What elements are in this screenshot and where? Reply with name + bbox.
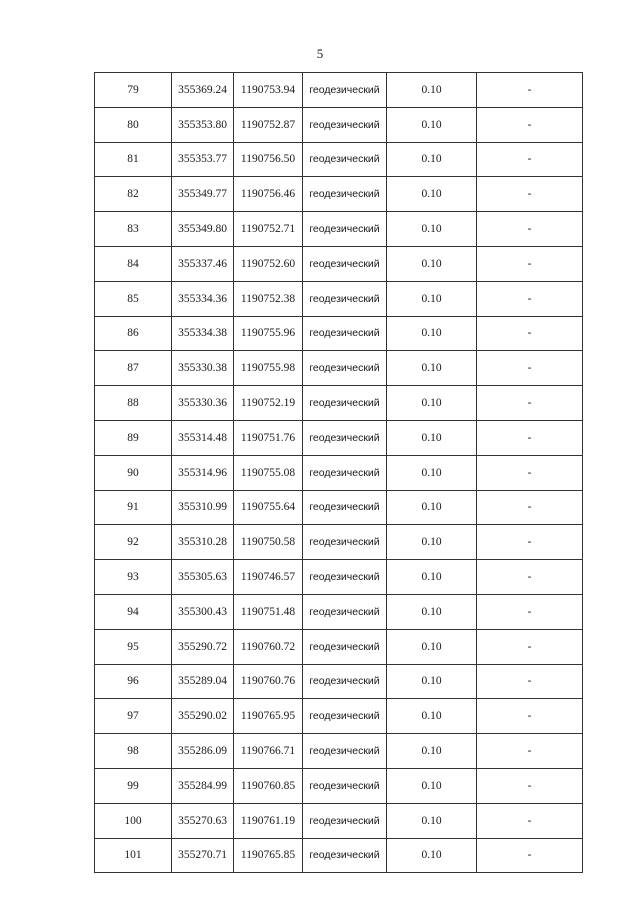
table-row xyxy=(95,73,583,108)
method-cell: геодезический xyxy=(303,142,387,177)
point-number-cell: 92 xyxy=(95,525,172,560)
method-cell: геодезический xyxy=(303,351,387,386)
accuracy-cell: 0.10 xyxy=(387,664,477,699)
note-cell: - xyxy=(477,560,583,595)
point-number-cell: 94 xyxy=(95,594,172,629)
note-cell: - xyxy=(477,734,583,769)
coordinates-table xyxy=(94,72,583,873)
y-coordinate-cell: 1190760.85 xyxy=(234,768,303,803)
y-coordinate-cell: 1190752.38 xyxy=(234,281,303,316)
note-cell: - xyxy=(477,212,583,247)
x-coordinate-cell: 355349.77 xyxy=(172,177,234,212)
note-cell: - xyxy=(477,525,583,560)
x-coordinate-cell: 355334.36 xyxy=(172,281,234,316)
table-row xyxy=(95,351,583,386)
x-coordinate-cell: 355290.02 xyxy=(172,699,234,734)
y-coordinate-cell: 1190752.60 xyxy=(234,246,303,281)
method-cell: геодезический xyxy=(303,768,387,803)
point-number-cell: 86 xyxy=(95,316,172,351)
accuracy-cell: 0.10 xyxy=(387,560,477,595)
y-coordinate-cell: 1190750.58 xyxy=(234,525,303,560)
y-coordinate-cell: 1190765.85 xyxy=(234,838,303,873)
x-coordinate-cell: 355270.71 xyxy=(172,838,234,873)
note-cell: - xyxy=(477,351,583,386)
point-number-cell: 90 xyxy=(95,455,172,490)
x-coordinate-cell: 355305.63 xyxy=(172,560,234,595)
point-number-cell: 88 xyxy=(95,386,172,421)
table-row xyxy=(95,142,583,177)
table-row xyxy=(95,386,583,421)
x-coordinate-cell: 355286.09 xyxy=(172,734,234,769)
accuracy-cell: 0.10 xyxy=(387,107,477,142)
table-row xyxy=(95,281,583,316)
point-number-cell: 91 xyxy=(95,490,172,525)
note-cell: - xyxy=(477,73,583,108)
y-coordinate-cell: 1190755.96 xyxy=(234,316,303,351)
table-row xyxy=(95,316,583,351)
accuracy-cell: 0.10 xyxy=(387,212,477,247)
method-cell: геодезический xyxy=(303,316,387,351)
method-cell: геодезический xyxy=(303,420,387,455)
y-coordinate-cell: 1190756.46 xyxy=(234,177,303,212)
accuracy-cell: 0.10 xyxy=(387,420,477,455)
method-cell: геодезический xyxy=(303,838,387,873)
note-cell: - xyxy=(477,629,583,664)
method-cell: геодезический xyxy=(303,212,387,247)
point-number-cell: 97 xyxy=(95,699,172,734)
x-coordinate-cell: 355369.24 xyxy=(172,73,234,108)
note-cell: - xyxy=(477,803,583,838)
point-number-cell: 95 xyxy=(95,629,172,664)
method-cell: геодезический xyxy=(303,525,387,560)
method-cell: геодезический xyxy=(303,664,387,699)
method-cell: геодезический xyxy=(303,246,387,281)
method-cell: геодезический xyxy=(303,734,387,769)
table-row xyxy=(95,699,583,734)
y-coordinate-cell: 1190755.08 xyxy=(234,455,303,490)
x-coordinate-cell: 355337.46 xyxy=(172,246,234,281)
point-number-cell: 85 xyxy=(95,281,172,316)
note-cell: - xyxy=(477,246,583,281)
table-row xyxy=(95,664,583,699)
page-number: 5 xyxy=(316,46,324,61)
y-coordinate-cell: 1190755.98 xyxy=(234,351,303,386)
point-number-cell: 96 xyxy=(95,664,172,699)
point-number-cell: 100 xyxy=(95,803,172,838)
note-cell: - xyxy=(477,455,583,490)
note-cell: - xyxy=(477,664,583,699)
accuracy-cell: 0.10 xyxy=(387,386,477,421)
table-row xyxy=(95,594,583,629)
note-cell: - xyxy=(477,594,583,629)
note-cell: - xyxy=(477,281,583,316)
method-cell: геодезический xyxy=(303,455,387,490)
table-row xyxy=(95,107,583,142)
accuracy-cell: 0.10 xyxy=(387,699,477,734)
table-row xyxy=(95,490,583,525)
point-number-cell: 84 xyxy=(95,246,172,281)
table-row xyxy=(95,734,583,769)
x-coordinate-cell: 355349.80 xyxy=(172,212,234,247)
accuracy-cell: 0.10 xyxy=(387,803,477,838)
accuracy-cell: 0.10 xyxy=(387,177,477,212)
note-cell: - xyxy=(477,177,583,212)
accuracy-cell: 0.10 xyxy=(387,455,477,490)
point-number-cell: 99 xyxy=(95,768,172,803)
method-cell: геодезический xyxy=(303,490,387,525)
table-row xyxy=(95,177,583,212)
y-coordinate-cell: 1190752.71 xyxy=(234,212,303,247)
accuracy-cell: 0.10 xyxy=(387,351,477,386)
x-coordinate-cell: 355314.48 xyxy=(172,420,234,455)
x-coordinate-cell: 355300.43 xyxy=(172,594,234,629)
note-cell: - xyxy=(477,699,583,734)
accuracy-cell: 0.10 xyxy=(387,768,477,803)
note-cell: - xyxy=(477,316,583,351)
note-cell: - xyxy=(477,768,583,803)
point-number-cell: 89 xyxy=(95,420,172,455)
point-number-cell: 93 xyxy=(95,560,172,595)
x-coordinate-cell: 355290.72 xyxy=(172,629,234,664)
point-number-cell: 98 xyxy=(95,734,172,769)
note-cell: - xyxy=(477,490,583,525)
accuracy-cell: 0.10 xyxy=(387,73,477,108)
y-coordinate-cell: 1190755.64 xyxy=(234,490,303,525)
table-row xyxy=(95,420,583,455)
table-row xyxy=(95,455,583,490)
accuracy-cell: 0.10 xyxy=(387,838,477,873)
method-cell: геодезический xyxy=(303,177,387,212)
table-row xyxy=(95,803,583,838)
accuracy-cell: 0.10 xyxy=(387,594,477,629)
y-coordinate-cell: 1190760.76 xyxy=(234,664,303,699)
y-coordinate-cell: 1190760.72 xyxy=(234,629,303,664)
y-coordinate-cell: 1190746.57 xyxy=(234,560,303,595)
accuracy-cell: 0.10 xyxy=(387,734,477,769)
point-number-cell: 80 xyxy=(95,107,172,142)
accuracy-cell: 0.10 xyxy=(387,525,477,560)
table-row xyxy=(95,560,583,595)
point-number-cell: 82 xyxy=(95,177,172,212)
point-number-cell: 87 xyxy=(95,351,172,386)
x-coordinate-cell: 355334.38 xyxy=(172,316,234,351)
method-cell: геодезический xyxy=(303,107,387,142)
point-number-cell: 83 xyxy=(95,212,172,247)
table-row xyxy=(95,629,583,664)
x-coordinate-cell: 355330.36 xyxy=(172,386,234,421)
method-cell: геодезический xyxy=(303,699,387,734)
method-cell: геодезический xyxy=(303,560,387,595)
x-coordinate-cell: 355310.28 xyxy=(172,525,234,560)
method-cell: геодезический xyxy=(303,594,387,629)
y-coordinate-cell: 1190756.50 xyxy=(234,142,303,177)
x-coordinate-cell: 355284.99 xyxy=(172,768,234,803)
y-coordinate-cell: 1190752.19 xyxy=(234,386,303,421)
note-cell: - xyxy=(477,838,583,873)
x-coordinate-cell: 355270.63 xyxy=(172,803,234,838)
y-coordinate-cell: 1190761.19 xyxy=(234,803,303,838)
y-coordinate-cell: 1190765.95 xyxy=(234,699,303,734)
x-coordinate-cell: 355353.77 xyxy=(172,142,234,177)
table-row xyxy=(95,768,583,803)
table-row xyxy=(95,246,583,281)
x-coordinate-cell: 355289.04 xyxy=(172,664,234,699)
y-coordinate-cell: 1190751.48 xyxy=(234,594,303,629)
y-coordinate-cell: 1190753.94 xyxy=(234,73,303,108)
x-coordinate-cell: 355353.80 xyxy=(172,107,234,142)
method-cell: геодезический xyxy=(303,386,387,421)
table-row xyxy=(95,212,583,247)
note-cell: - xyxy=(477,386,583,421)
method-cell: геодезический xyxy=(303,73,387,108)
table-row xyxy=(95,525,583,560)
accuracy-cell: 0.10 xyxy=(387,316,477,351)
note-cell: - xyxy=(477,107,583,142)
x-coordinate-cell: 355314.96 xyxy=(172,455,234,490)
accuracy-cell: 0.10 xyxy=(387,629,477,664)
method-cell: геодезический xyxy=(303,281,387,316)
point-number-cell: 79 xyxy=(95,73,172,108)
table-row xyxy=(95,838,583,873)
x-coordinate-cell: 355310.99 xyxy=(172,490,234,525)
note-cell: - xyxy=(477,142,583,177)
method-cell: геодезический xyxy=(303,629,387,664)
accuracy-cell: 0.10 xyxy=(387,246,477,281)
x-coordinate-cell: 355330.38 xyxy=(172,351,234,386)
note-cell: - xyxy=(477,420,583,455)
y-coordinate-cell: 1190766.71 xyxy=(234,734,303,769)
accuracy-cell: 0.10 xyxy=(387,490,477,525)
accuracy-cell: 0.10 xyxy=(387,142,477,177)
y-coordinate-cell: 1190751.76 xyxy=(234,420,303,455)
y-coordinate-cell: 1190752.87 xyxy=(234,107,303,142)
point-number-cell: 101 xyxy=(95,838,172,873)
method-cell: геодезический xyxy=(303,803,387,838)
coordinates-table-body xyxy=(95,73,583,873)
point-number-cell: 81 xyxy=(95,142,172,177)
accuracy-cell: 0.10 xyxy=(387,281,477,316)
